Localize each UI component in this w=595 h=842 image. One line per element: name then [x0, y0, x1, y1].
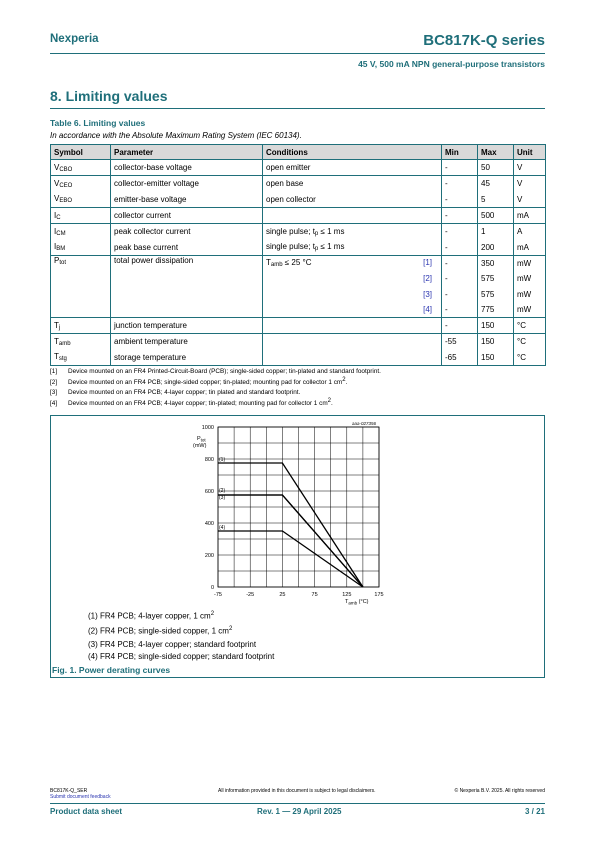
symbol-subscript: C	[56, 214, 61, 221]
max-cell: 350	[478, 255, 514, 271]
series-label: (3)	[219, 495, 226, 501]
x-tick-label: -25	[246, 592, 255, 598]
row-symbol	[51, 317, 111, 333]
min-cell: -65	[442, 350, 478, 366]
ptot-symbol	[51, 255, 111, 317]
legend-superscript: 2	[210, 611, 215, 617]
unit-cell: °C	[514, 317, 546, 333]
series-label: (4)	[219, 525, 226, 531]
footer-revision: Rev. 1 — 29 April 2025	[257, 807, 342, 816]
y-tick-label: 0	[210, 585, 214, 591]
conditions-cell	[263, 271, 442, 286]
note-tail: .	[331, 399, 333, 407]
note-number: [4]	[50, 399, 58, 407]
legend-item	[88, 651, 274, 664]
table-note-item	[50, 397, 381, 408]
symbol-base: T	[54, 320, 59, 330]
condition-text: open base	[266, 179, 304, 189]
symbol-base: I	[54, 242, 57, 252]
section-divider	[50, 108, 545, 109]
legend-item	[88, 608, 274, 623]
conditions-cell	[263, 302, 442, 318]
conditions-cell	[263, 317, 442, 333]
conditions-cell	[263, 224, 442, 240]
table-row	[51, 317, 546, 333]
condition-subscript: p	[314, 246, 319, 253]
symbol-subscript: BM	[56, 246, 66, 253]
min-cell: -	[442, 302, 478, 318]
min-cell: -	[442, 271, 478, 286]
symbol-base: I	[54, 226, 57, 236]
symbol-subscript: EBO	[59, 198, 73, 205]
y-tick-label: 400	[204, 521, 214, 527]
max-cell: 575	[478, 271, 514, 286]
table-note: In accordance with the Absolute Maximum Rating System (IEC 60134).	[50, 131, 302, 140]
note-superscript: 2	[342, 377, 346, 384]
parameter-cell: emitter-base voltage	[111, 192, 263, 208]
symbol-subscript: stg	[58, 356, 67, 363]
header-max: Max	[478, 145, 514, 160]
table-note-item	[50, 367, 381, 376]
parameter-cell: junction temperature	[111, 317, 263, 333]
table-row	[51, 160, 546, 176]
table-note-item	[50, 376, 381, 387]
unit-cell: mA	[514, 239, 546, 255]
condition-tail: ≤ 25 °C	[282, 258, 312, 268]
symbol-base: T	[54, 352, 59, 362]
parameter-cell: peak base current	[111, 239, 263, 255]
table-row-ptot	[51, 255, 546, 271]
unit-cell: mW	[514, 286, 546, 301]
conditions-cell	[263, 286, 442, 301]
header-unit: Unit	[514, 145, 546, 160]
x-tick-label: 75	[311, 592, 318, 598]
note-tail: .	[345, 379, 348, 387]
row-symbol	[51, 224, 111, 240]
min-cell: -	[442, 207, 478, 223]
note-number: [3]	[50, 388, 58, 396]
parameter-cell: collector current	[111, 207, 263, 223]
condition-text: open emitter	[266, 163, 311, 173]
table-body	[51, 160, 546, 366]
min-cell: -	[442, 160, 478, 176]
conditions-cell	[263, 192, 442, 208]
footer-divider	[50, 803, 545, 804]
x-tick-label: -75	[214, 592, 222, 598]
min-cell: -	[442, 176, 478, 192]
note-reference-link[interactable]: [3]	[423, 289, 432, 299]
row-symbol	[51, 239, 111, 255]
row-symbol	[51, 176, 111, 192]
table-row	[51, 224, 546, 240]
conditions-cell	[263, 255, 442, 271]
table-caption: Table 6. Limiting values	[50, 118, 146, 128]
condition-text: single pulse; t	[266, 226, 315, 236]
unit-cell: mW	[514, 271, 546, 286]
min-cell: -	[442, 317, 478, 333]
table-row	[51, 334, 546, 350]
row-symbol	[51, 207, 111, 223]
feedback-link[interactable]: Submit document feedback	[50, 794, 111, 800]
symbol-subscript: tot	[59, 259, 67, 266]
header-conditions: Conditions	[263, 145, 442, 160]
conditions-cell	[263, 207, 442, 223]
condition-subscript: p	[314, 230, 319, 237]
condition-text: T	[266, 258, 271, 268]
min-cell: -55	[442, 334, 478, 350]
conditions-cell	[263, 176, 442, 192]
table-row	[51, 192, 546, 208]
symbol-base: V	[54, 194, 60, 204]
max-cell: 200	[478, 239, 514, 255]
max-cell: 575	[478, 286, 514, 301]
document-subtitle: 45 V, 500 mA NPN general-purpose transistors	[358, 59, 545, 69]
table-row	[51, 239, 546, 255]
document-title: BC817K-Q series	[423, 32, 545, 49]
header-divider	[50, 53, 545, 54]
legend-item	[88, 639, 274, 652]
chart-legend	[88, 608, 274, 664]
x-axis-label: $T_{amb}$ (°C)	[345, 599, 369, 606]
figure-caption: Fig. 1. Power derating curves	[52, 665, 171, 675]
unit-cell: mA	[514, 207, 546, 223]
note-reference-link[interactable]: [1]	[423, 258, 432, 268]
conditions-cell	[263, 160, 442, 176]
legend-text: (2) FR4 PCB; single-sided copper, 1 cm	[88, 627, 229, 637]
y-tick-label: 800	[204, 457, 214, 463]
y-axis-unit: (mW)	[193, 443, 207, 449]
row-symbol	[51, 350, 111, 366]
conditions-cell	[263, 350, 442, 366]
symbol-subscript: amb	[58, 340, 71, 347]
max-cell: 45	[478, 176, 514, 192]
legend-text: (4) FR4 PCB; single-sided copper; standard footprint	[88, 652, 275, 662]
y-tick-label: 600	[204, 489, 214, 495]
condition-tail: ≤ 1 ms	[318, 242, 345, 252]
y-tick-label: 200	[204, 553, 214, 559]
legend-text: (1) FR4 PCB; 4-layer copper, 1 cm	[88, 611, 211, 621]
max-cell: 500	[478, 207, 514, 223]
min-cell: -	[442, 286, 478, 301]
header-parameter: Parameter	[111, 145, 263, 160]
header-symbol: Symbol	[51, 145, 111, 160]
footer-doc-type: Product data sheet	[50, 807, 123, 816]
unit-cell: V	[514, 192, 546, 208]
x-tick-label: 125	[342, 592, 352, 598]
max-cell: 5	[478, 192, 514, 208]
row-symbol	[51, 192, 111, 208]
conditions-cell	[263, 334, 442, 350]
max-cell: 150	[478, 350, 514, 366]
note-text: Device mounted on an FR4 PCB; single-sided copper; tin-plated; mounting pad for collector 1 cm	[68, 379, 343, 387]
footer-doc-id: BC817K-Q_SER	[50, 788, 88, 794]
unit-cell: °C	[514, 334, 546, 350]
unit-cell: V	[514, 160, 546, 176]
parameter-cell: collector-emitter voltage	[111, 176, 263, 192]
header-min: Min	[442, 145, 478, 160]
min-cell: -	[442, 239, 478, 255]
table-note-item	[50, 388, 381, 397]
series-label: (1)	[219, 457, 226, 463]
conditions-cell	[263, 239, 442, 255]
parameter-cell: peak collector current	[111, 224, 263, 240]
note-number: [2]	[50, 379, 58, 387]
parameter-cell: storage temperature	[111, 350, 263, 366]
legend-text: (3) FR4 PCB; 4-layer copper; standard footprint	[88, 639, 257, 649]
x-tick-label: 175	[374, 592, 384, 598]
footer-legal: All information provided in this document is subject to legal disclaimers.	[218, 788, 376, 794]
symbol-base: I	[54, 210, 57, 220]
table-notes	[50, 367, 381, 408]
footer-copyright: © Nexperia B.V. 2025. All rights reserved	[454, 788, 545, 794]
series-label: (2)	[219, 488, 226, 494]
unit-cell: mW	[514, 302, 546, 318]
note-text: Device mounted on an FR4 Printed-Circuit-Board (PCB); single-sided copper; tin-plated and standard footprint.	[68, 368, 381, 375]
symbol-base: V	[54, 162, 60, 172]
unit-cell: A	[514, 224, 546, 240]
symbol-base: V	[54, 178, 60, 188]
unit-cell: °C	[514, 350, 546, 366]
symbol-base: P	[54, 255, 60, 265]
note-number: [1]	[50, 368, 58, 375]
section-title: 8. Limiting values	[50, 88, 168, 104]
figure-code: aaa-027356	[351, 421, 376, 426]
condition-subscript: amb	[270, 262, 283, 269]
table-header-row	[51, 145, 546, 160]
y-tick-label: 1000	[201, 425, 214, 431]
table-row	[51, 176, 546, 192]
max-cell: 1	[478, 224, 514, 240]
min-cell: -	[442, 192, 478, 208]
symbol-subscript: CM	[56, 230, 66, 237]
unit-cell: V	[514, 176, 546, 192]
note-reference-link[interactable]: [4]	[423, 304, 432, 314]
min-cell: -	[442, 255, 478, 271]
condition-text: single pulse; t	[266, 242, 315, 252]
symbol-base: T	[54, 336, 59, 346]
x-tick-label: 25	[279, 592, 286, 598]
note-superscript: 2	[327, 397, 332, 404]
note-reference-link[interactable]: [2]	[423, 274, 432, 284]
y-axis-label: $P_{tot}$	[197, 436, 206, 443]
unit-cell: mW	[514, 255, 546, 271]
table-row	[51, 207, 546, 223]
condition-tail: ≤ 1 ms	[318, 226, 345, 236]
table-row	[51, 350, 546, 366]
min-cell: -	[442, 224, 478, 240]
footer-page-number: 3 / 21	[524, 807, 545, 816]
parameter-cell: total power dissipation	[111, 255, 263, 317]
max-cell: 50	[478, 160, 514, 176]
legend-item	[88, 623, 274, 638]
max-cell: 775	[478, 302, 514, 318]
max-cell: 150	[478, 334, 514, 350]
row-symbol	[51, 160, 111, 176]
row-symbol	[51, 334, 111, 350]
symbol-subscript: CBO	[59, 166, 73, 173]
parameter-cell: ambient temperature	[111, 334, 263, 350]
note-text: Device mounted on an FR4 PCB; 4-layer copper; tin plated and standard footprint.	[68, 388, 301, 396]
parameter-cell: collector-base voltage	[111, 160, 263, 176]
limiting-values-table	[50, 144, 546, 366]
legend-superscript: 2	[228, 626, 233, 633]
max-cell: 150	[478, 317, 514, 333]
symbol-subscript: CEO	[59, 182, 73, 189]
note-text: Device mounted on an FR4 PCB; 4-layer copper; tin-plated; mounting pad for collector 1 cm	[68, 399, 328, 407]
symbol-subscript: j	[58, 324, 61, 331]
brand-name: Nexperia	[50, 33, 99, 45]
condition-text: open collector	[266, 194, 316, 204]
